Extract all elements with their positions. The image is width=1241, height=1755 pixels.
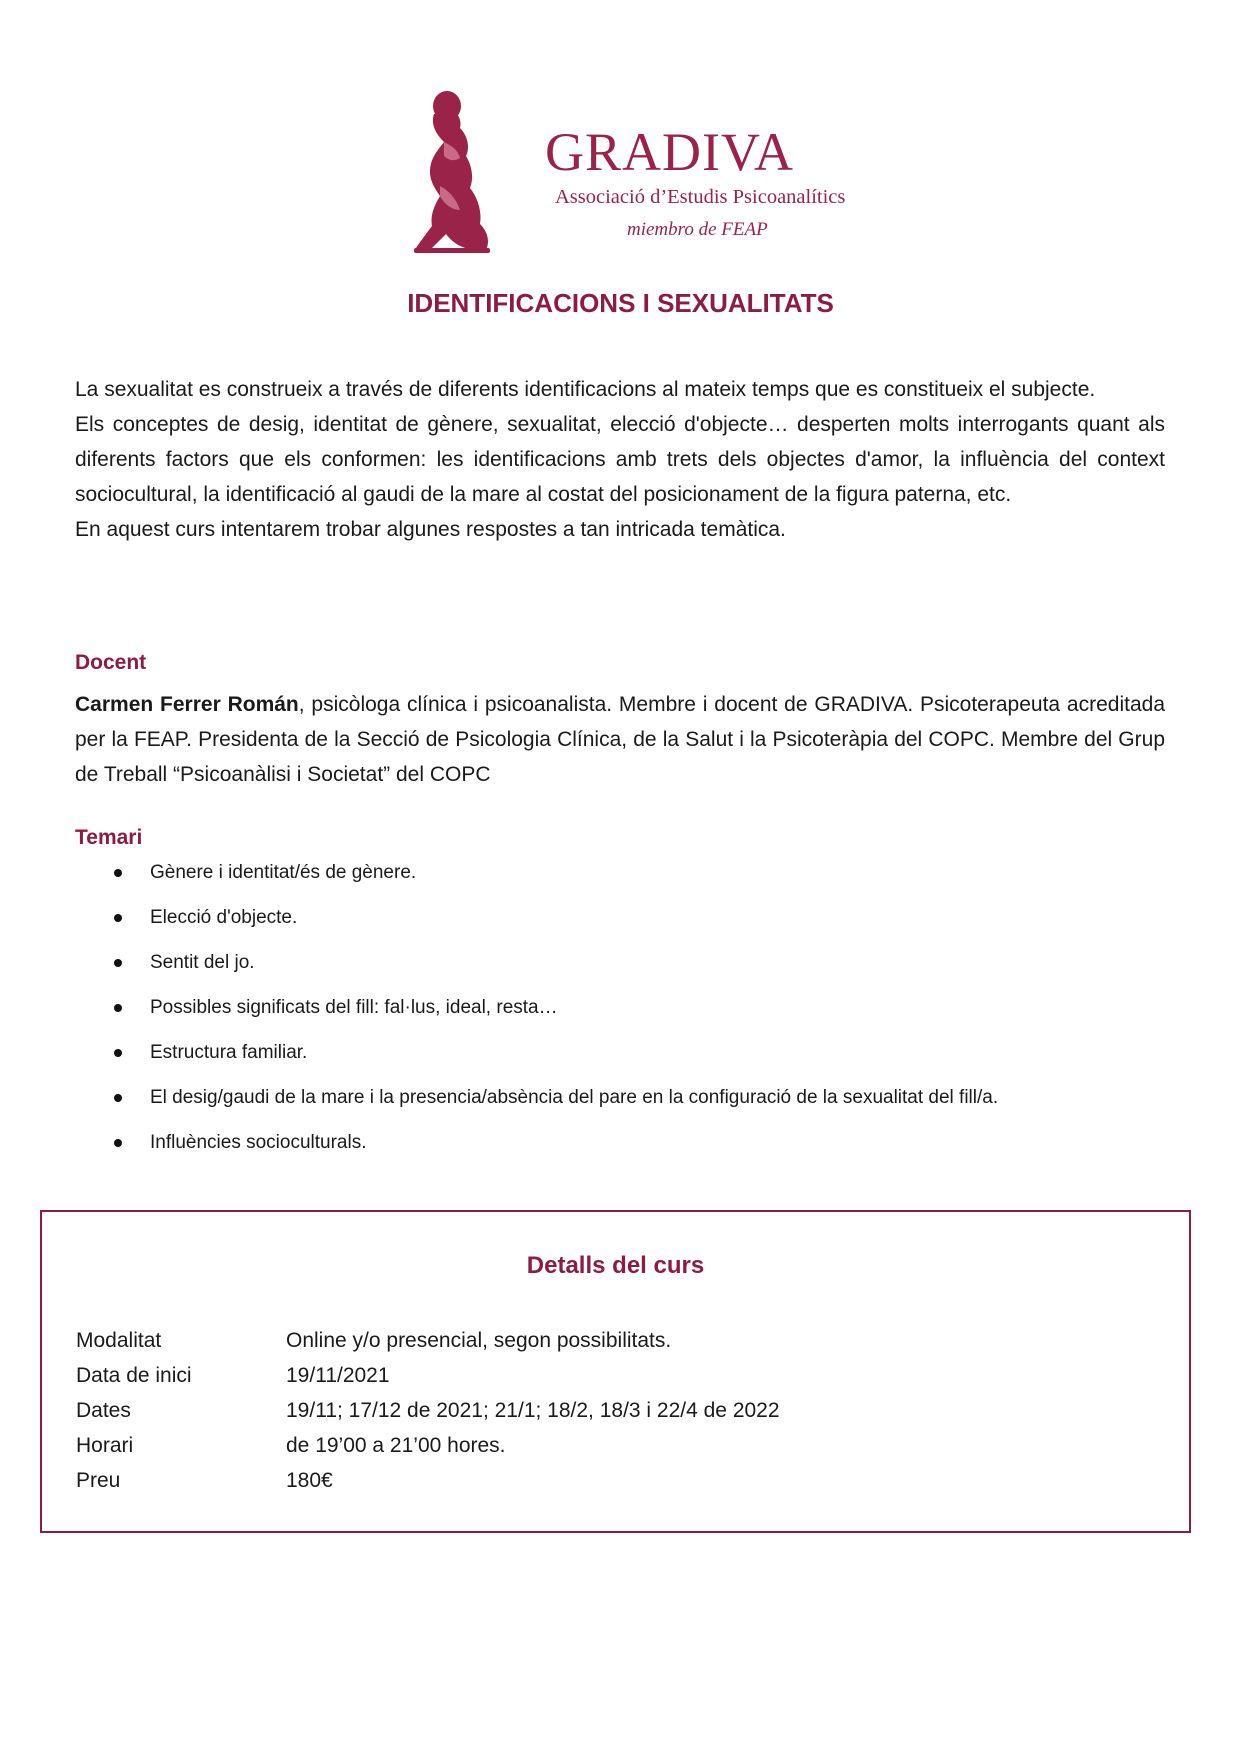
bullet-icon — [114, 959, 122, 967]
list-item: Sentit del jo. — [110, 950, 1110, 995]
details-value: 19/11/2021 — [286, 1364, 390, 1387]
intro-paragraph-2: Els conceptes de desig, identitat de gènere, sexualitat, elecció d'objecte… desperten molts interrogants quant als diferents factors que els conformen: les identificacions amb trets dels objectes d'amor, la influència del context sociocultural, la identificació al gaudi de la mare al costat del posicionament de la figura paterna, etc. — [75, 413, 1165, 506]
details-value: 19/11; 17/12 de 2021; 21/1; 18/2, 18/3 i 22/4 de 2022 — [286, 1399, 780, 1422]
details-row — [76, 1428, 1076, 1463]
bullet-icon — [114, 1049, 122, 1057]
brand-member: miembro de FEAP — [627, 219, 768, 240]
bullet-icon — [114, 869, 122, 877]
list-item: Elecció d'objecte. — [110, 905, 1110, 950]
list-item: Estructura familiar. — [110, 1040, 1110, 1085]
header — [400, 86, 920, 258]
list-item: El desig/gaudi de la mare i la presencia/absència del pare en la configuració de la sexualitat del fill/a. — [110, 1085, 1110, 1130]
details-label: Preu — [76, 1469, 121, 1492]
docent-description: , psicòloga clínica i psicoanalista. Membre i docent de GRADIVA. Psicoterapeuta acreditada per la FEAP. Presidenta de la Secció de Psicologia Clínica, de la Salut i la Psicoteràpia del COPC. Membre del Grup de Treball “Psicoanàlisi i Societat” del COPC — [75, 693, 1165, 786]
temari-list — [110, 860, 1110, 1175]
bullet-icon — [114, 1004, 122, 1012]
details-label: Horari — [76, 1434, 134, 1457]
temari-heading: Temari — [75, 826, 143, 849]
details-value: 180€ — [286, 1469, 333, 1492]
brand-name: GRADIVA — [545, 122, 795, 182]
intro-text — [75, 372, 1165, 547]
details-value: Online y/o presencial, segon possibilitats. — [286, 1329, 672, 1352]
list-item: Gènere i identitat/és de gènere. — [110, 860, 1110, 905]
bullet-icon — [114, 914, 122, 922]
docent-heading: Docent — [75, 651, 147, 674]
brand-subtitle: Associació d’Estudis Psicoanalítics — [555, 186, 846, 208]
details-row — [76, 1358, 1076, 1393]
intro-paragraph-1: La sexualitat es construeix a través de diferents identificacions al mateix temps que es constitueix el subjecte. — [75, 378, 1096, 401]
brand — [545, 122, 846, 240]
docent-name: Carmen Ferrer Román — [75, 693, 299, 716]
bullet-icon — [114, 1094, 122, 1102]
details-table — [76, 1323, 1076, 1498]
details-label: Dates — [76, 1399, 131, 1422]
bullet-icon — [114, 1139, 122, 1147]
details-label: Modalitat — [76, 1329, 162, 1352]
details-row — [76, 1393, 1076, 1428]
details-row — [76, 1463, 1076, 1498]
page-title: IDENTIFICACIONS I SEXUALITATS — [407, 288, 834, 318]
list-item: Possibles significats del fill: fal·lus, ideal, resta… — [110, 995, 1110, 1040]
details-value: de 19’00 a 21’00 hores. — [286, 1434, 506, 1457]
docent-bio — [75, 687, 1165, 792]
list-item: Influències socioculturals. — [110, 1130, 1110, 1175]
intro-paragraph-3: En aquest curs intentarem trobar algunes respostes a tan intricada temàtica. — [75, 518, 786, 541]
details-heading: Detalls del curs — [526, 1252, 705, 1279]
course-details-box — [40, 1210, 1191, 1533]
details-label: Data de inici — [76, 1364, 192, 1387]
gradiva-statue-logo — [400, 86, 520, 258]
details-row — [76, 1323, 1076, 1358]
